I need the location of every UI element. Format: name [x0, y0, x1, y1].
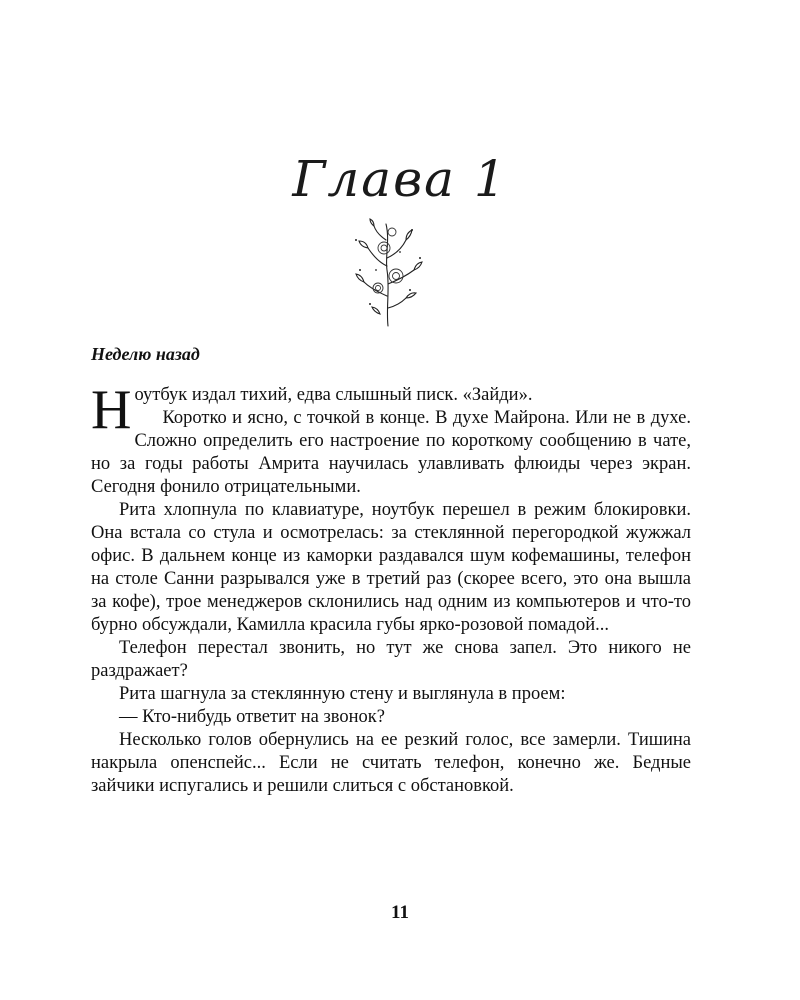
chapter-body [91, 379, 691, 798]
paragraph: Коротко и ясно, с точкой в конце. В духе Майрона. Или не в духе. Сложно определить его настроение по короткому сообщению в чате, но за годы работы Амрита научилась улавливать флюиды через экран. Сегодня фонило отрицательными. [91, 408, 691, 497]
paragraph [91, 379, 691, 441]
paragraph-text: оутбук издал тихий, едва слышный писк. «Зайди». [134, 385, 533, 405]
paragraph: Рита шагнула за стеклянную стену и выглянула в проем: [119, 684, 566, 704]
paragraph: Телефон перестал звонить, но тут же снова запел. Это никого не раздражает? [91, 638, 691, 681]
drop-cap: Н [91, 379, 132, 441]
page-number: 11 [391, 902, 409, 923]
section-subtitle: Неделю назад [91, 344, 200, 364]
floral-sprig-icon [340, 218, 440, 330]
chapter-title: Глава 1 [292, 150, 508, 208]
paragraph: Рита хлопнула по клавиатуре, ноутбук перешел в режим блокировки. Она встала со стула и осмотрелась: за стеклянной перегородкой жужжал офис. В дальнем конце из каморки раздавался шум кофемашины, телефон на столе Санни разрывался уже в третий раз (скорее всего, это она вышла за кофе), трое менеджеров склонились над одним из компьютеров и что-то бурно обсуждали, Камилла красила губы ярко-розовой помадой... [91, 500, 691, 635]
paragraph: — Кто-нибудь ответит на звонок? [119, 707, 385, 727]
paragraph: Несколько голов обернулись на ее резкий голос, все замерли. Тишина накрыла опенспейс... Если не считать телефон, конечно же. Бедные зайчики испугались и решили слиться с обстановкой. [91, 730, 691, 796]
